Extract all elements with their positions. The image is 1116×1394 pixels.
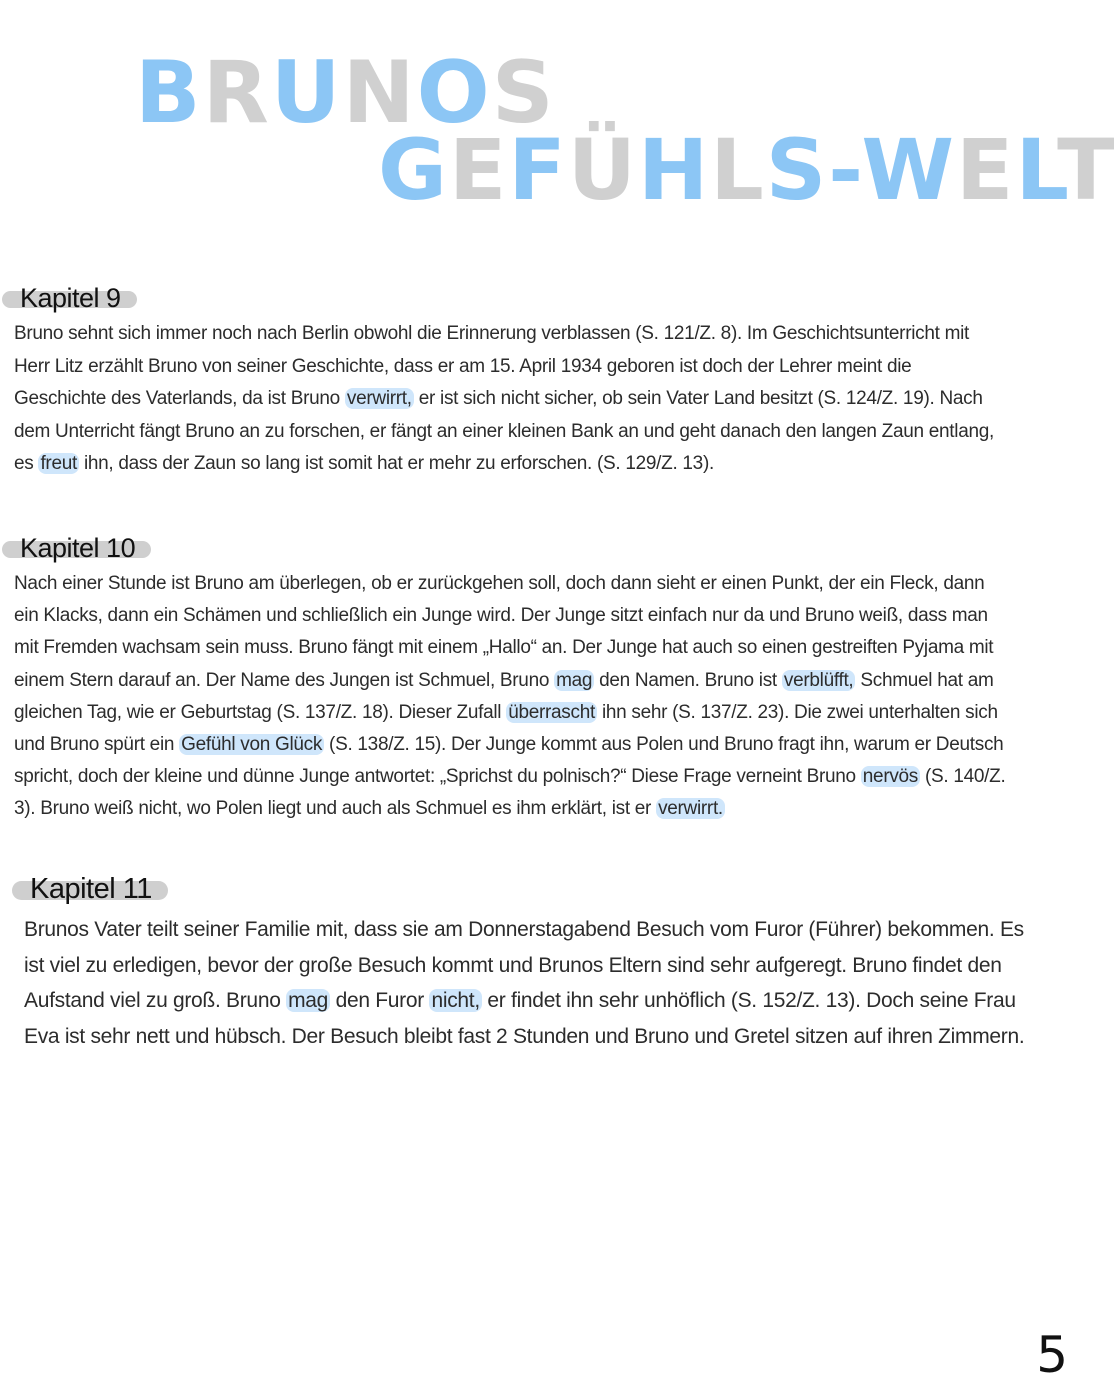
title-letter: H [637,121,711,219]
highlighted-emotion-word: Gefühl von Glück [181,734,323,756]
section-heading: Kapitel 9 [14,283,139,314]
paragraph-text: (S. 140/Z. 3). Bruno weiß nicht, wo Polen liegt und auch als Schmuel es ihm erklärt, ist er [14,766,1006,820]
title-letter: L [710,121,766,219]
title-letter: E [448,121,509,219]
title-letter: G [378,121,449,219]
section-paragraph [14,318,1004,481]
highlighted-emotion-word: nicht, [431,989,480,1012]
section-paragraph [14,568,1009,826]
section-kapitel-11 [24,873,1029,1054]
section-heading: Kapitel 11 [24,873,170,906]
paragraph-text: Bruno sehnt sich immer noch nach Berlin obwohl die Erinnerung verblassen (S. 121/Z. 8). Im Geschichtsunterricht mit Herr Litz erzählt Bruno von seiner Geschichte, dass er am 15. April 1934 geboren ist doch der Lehrer meint die Geschichte des Vaterlands, da ist Bruno [14,323,970,410]
title-line-gefuehls-welt [378,121,1116,219]
highlighted-emotion-word: mag [556,669,593,691]
title-letter: R [202,43,271,143]
title-letter: F [508,121,568,219]
title-letter: S [491,43,556,143]
paragraph-text: er ist sich nicht sicher, ob sein Vater Land besitzt (S. 124/Z. 19). Nach dem Unterricht fängt Bruno an zu forschen, er fängt an einer kleinen Bank an und geht danach den langen Zaun entlang, es [14,388,994,475]
title-letter: S [765,121,829,219]
title-letter: N [342,43,417,143]
paragraph-text: ihn, dass der Zaun so lang ist somit hat er mehr zu erforschen. (S. 129/Z. 13). [78,453,714,475]
highlighted-emotion-word: freut [40,453,77,475]
section-paragraph [24,912,1029,1054]
paragraph-text: Brunos Vater teilt seiner Familie mit, dass sie am Donnerstagabend Besuch vom Furor (Führer) bekommen. Es ist viel zu erledigen, bevor der große Besuch kommt und Brunos Eltern sind sehr aufgeregt. Bruno findet den Aufstand viel zu groß. Bruno [24,918,1024,1012]
highlighted-emotion-word: nervös [862,766,919,788]
section-kapitel-9 [14,283,1004,481]
section-kapitel-10 [14,533,1009,826]
title-letter: U [270,43,343,143]
paragraph-text: Schmuel hat am gleichen Tag, wie er Geburtstag (S. 137/Z. 18). Dieser Zufall [14,669,994,723]
highlighted-emotion-word: verblüfft, [783,669,854,691]
title-letter: O [416,43,492,143]
highlighted-emotion-word: mag [288,989,329,1012]
highlighted-emotion-word: verwirrt, [346,388,412,410]
paragraph-text: den Furor [330,989,430,1012]
paragraph-text: er findet ihn sehr unhöflich (S. 152/Z. 13). Doch seine Frau Eva ist sehr nett und hübsch. Der Besuch bleibt fast 2 Stunden und Bruno und Gretel sitzen auf ihren Zimmern. [24,989,1025,1048]
title-letter: Ü [567,121,638,219]
paragraph-text: (S. 138/Z. 15). Der Junge kommt aus Polen und Bruno fragt ihn, warum er Deutsch spricht, doch der kleine und dünne Junge antwortet: „Sprichst du polnisch?“ Diese Frage verneint Bruno [14,734,1004,788]
highlighted-emotion-word: überrascht [508,701,595,723]
paragraph-text: ihn sehr (S. 137/Z. 23). Die zwei unterhalten sich und Bruno spürt ein [14,701,998,756]
paragraph-text: den Namen. Bruno ist [594,669,782,691]
highlighted-emotion-word: verwirrt. [658,798,723,820]
title-letter: T [1057,121,1116,219]
title-letter: L [1015,121,1058,219]
title-letter: W [861,121,957,219]
title-letter: B [135,43,203,143]
title-letter: E [956,121,1016,219]
section-heading: Kapitel 10 [14,533,153,564]
title-letter: - [828,121,862,219]
page-number: 5 [1036,1326,1068,1384]
paragraph-text: Nach einer Stunde ist Bruno am überlegen, ob er zurückgehen soll, doch dann sieht er einen Punkt, der ein Fleck, dann ein Klacks, dann ein Schämen und schließlich ein Junge wird. Der Junge sitzt einfach nur da und Bruno weiß, dass man mit Fremden wachsam sein muss. Bruno fängt mit einem „Hallo“ an. Der Junge hat auch so einen gestreiften Pyjama mit einem Stern darauf an. Der Name des Jungen ist Schmuel, Bruno [14,573,994,691]
